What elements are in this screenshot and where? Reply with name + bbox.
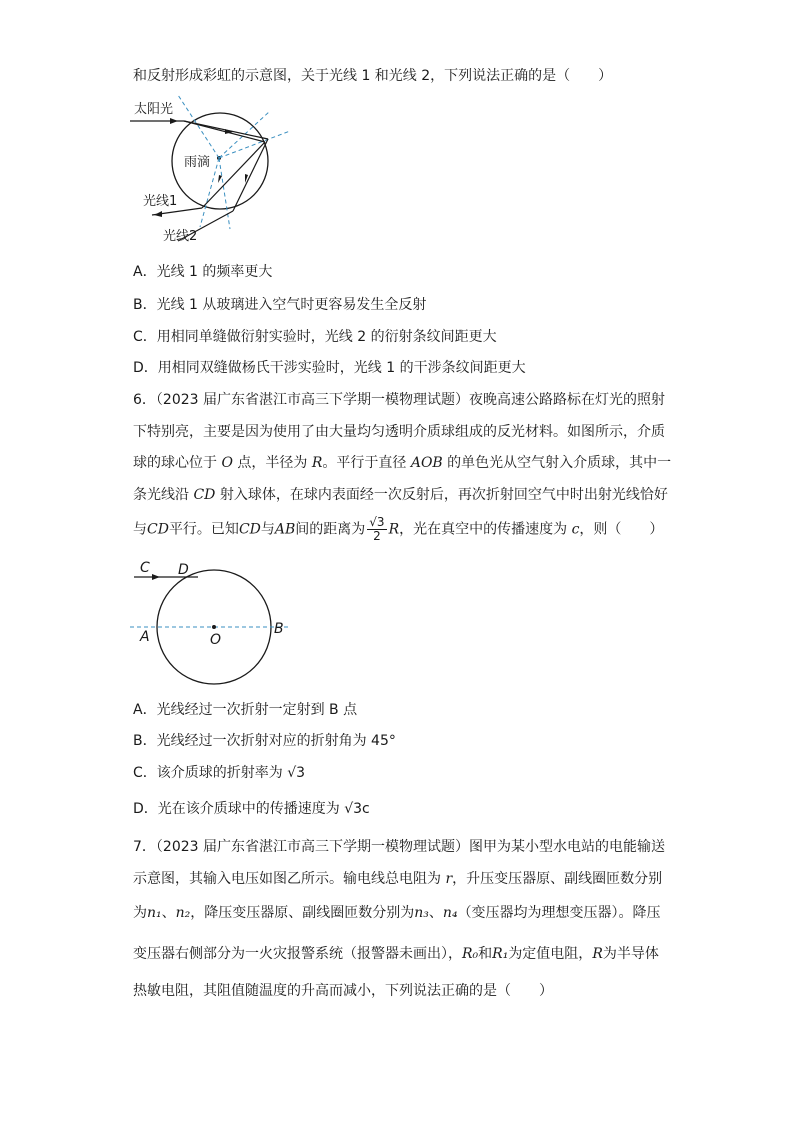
q5-option-d: D．用相同双缝做杨氏干涉实验时，光线 1 的干涉条纹间距更大 xyxy=(133,360,526,376)
label-D: D xyxy=(178,562,189,578)
q7-line-5: 热敏电阻，其阻值随温度的升高而减小，下列说法正确的是（ ） xyxy=(133,983,553,999)
center-O-dot xyxy=(212,625,216,629)
q6-line-1: 6．（2023 届广东省湛江市高三下学期一模物理试题）夜晚高速公路路标在灯光的照射 xyxy=(133,392,665,408)
q7-line-1: 7．（2023 届广东省湛江市高三下学期一模物理试题）图甲为某小型水电站的电能输送 xyxy=(133,839,665,855)
q7-line-3: 为n₁、n₂，降压变压器原、副线圈匝数分别为n₃、n₄（变压器均为理想变压器）。降压 xyxy=(133,905,661,921)
rainbow-raindrop-figure xyxy=(130,95,330,245)
ray2-label: 光线2 xyxy=(163,229,198,244)
q6-option-d: D．光在该介质球中的传播速度为 √3c xyxy=(133,801,370,817)
label-B: B xyxy=(274,621,284,637)
q6-line-4: 条光线沿 CD 射入球体，在球内表面经一次反射后，再次折射回空气中时出射光线恰好 xyxy=(133,487,668,503)
q6-option-b: B．光线经过一次折射对应的折射角为 45° xyxy=(133,733,396,749)
q7-line-4: 变压器右侧部分为一火灾报警系统（报警器未画出），R₀和R₁为定值电阻，R为半导体 xyxy=(133,946,659,962)
q5-option-c: C．用相同单缝做衍射实验时，光线 2 的衍射条纹间距更大 xyxy=(133,329,497,345)
q5-option-b: B．光线 1 从玻璃进入空气时更容易发生全反射 xyxy=(133,297,427,313)
q7-line-2: 示意图，其输入电压如图乙所示。输电线总电阻为 r，升压变压器原、副线圈匝数分别 xyxy=(133,871,663,887)
q6-line-2: 下特别亮，主要是因为使用了由大量均匀透明介质球组成的反光材料。如图所示，介质 xyxy=(133,424,665,440)
ray-CD-arrow xyxy=(152,574,160,580)
q6-line-3: 球的球心位于 O 点，半径为 R。平行于直径 AOB 的单色光从空气射入介质球，其中一 xyxy=(133,455,672,471)
q5-stem-line: 和反射形成彩虹的示意图，关于光线 1 和光线 2，下列说法正确的是（ ） xyxy=(133,68,613,84)
sun-light-label: 太阳光 xyxy=(134,102,174,117)
raindrop-label: 雨滴 xyxy=(184,155,211,170)
sqrt3-over-2-fraction: $\frac{√3}{2}$ xyxy=(369,515,385,543)
q6-option-a: A．光线经过一次折射一定射到 B 点 xyxy=(133,702,358,718)
q5-option-a: A．光线 1 的频率更大 xyxy=(133,264,273,280)
light-rays xyxy=(130,121,268,241)
q6-option-c: C．该介质球的折射率为 √3 xyxy=(133,765,306,781)
ray1-label: 光线1 xyxy=(143,194,178,209)
q6-line-5: 与CD平行。已知CD与AB间的距离为 $\frac{√3}{2}$ R，光在真空中的传播速度为 c，则（ ） xyxy=(133,515,664,543)
label-C: C xyxy=(140,560,150,576)
label-O: O xyxy=(210,632,222,648)
sphere-figure xyxy=(130,556,290,706)
label-A: A xyxy=(140,629,150,645)
